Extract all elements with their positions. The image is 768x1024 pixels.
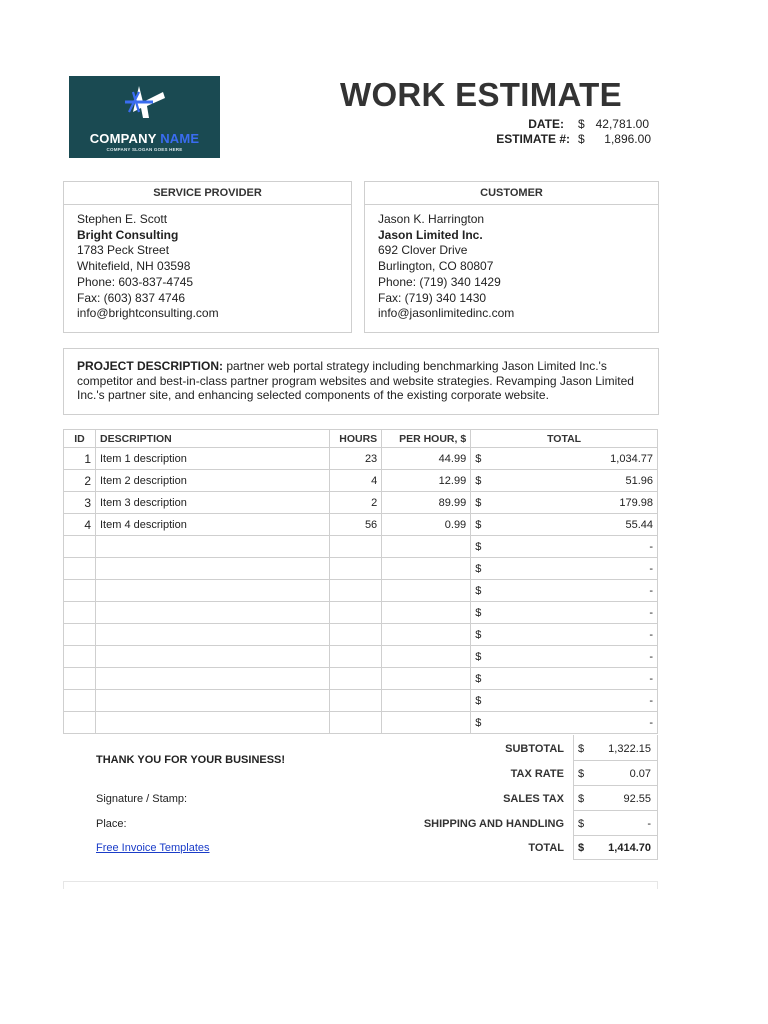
cell-description bbox=[96, 668, 330, 690]
cell-total-currency: $ bbox=[471, 602, 486, 624]
project-description-text: partner web portal strategy including benchmarking Jason Limited Inc.'s competitor and best-in-class partner program websites and website strategies. Revamping Jason Limited Inc.'s partner site, and enhancing selected components of the existing corporate website. bbox=[77, 359, 634, 402]
cell-per-hour bbox=[382, 536, 471, 558]
shipping-currency: $ bbox=[578, 818, 585, 830]
cell-hours bbox=[330, 580, 382, 602]
subtotal-value: 1,322.15 bbox=[608, 743, 651, 755]
cell-total: - bbox=[485, 668, 657, 690]
cell-total: 55.44 bbox=[485, 514, 657, 536]
cell-id: 2 bbox=[64, 470, 96, 492]
line-items-table bbox=[63, 429, 658, 734]
cell-hours bbox=[330, 690, 382, 712]
table-row bbox=[64, 712, 658, 734]
col-hours-header: HOURS bbox=[330, 430, 382, 448]
cell-id: 4 bbox=[64, 514, 96, 536]
thank-you-message: THANK YOU FOR YOUR BUSINESS! bbox=[96, 754, 286, 766]
table-row bbox=[64, 470, 658, 492]
sales-tax-value: 92.55 bbox=[623, 793, 651, 805]
customer-street: 692 Clover Drive bbox=[378, 243, 468, 258]
cell-per-hour: 44.99 bbox=[382, 448, 471, 470]
cell-description bbox=[96, 646, 330, 668]
service-provider-heading: SERVICE PROVIDER bbox=[64, 182, 351, 205]
customer-fax: Fax: (719) 340 1430 bbox=[378, 290, 487, 305]
shipping-value: - bbox=[647, 818, 651, 830]
service-provider-details bbox=[77, 212, 219, 322]
cell-description bbox=[96, 624, 330, 646]
provider-contact: Stephen E. Scott bbox=[77, 212, 168, 226]
document-title: WORK ESTIMATE bbox=[340, 76, 622, 113]
cell-id bbox=[64, 558, 96, 580]
table-row bbox=[64, 602, 658, 624]
logo-company-name: COMPANY NAME bbox=[89, 131, 200, 146]
cell-hours bbox=[330, 712, 382, 734]
totals-row-divider bbox=[573, 810, 658, 811]
cell-per-hour bbox=[382, 558, 471, 580]
cell-hours bbox=[330, 646, 382, 668]
cell-total-currency: $ bbox=[471, 558, 486, 580]
cell-id bbox=[64, 624, 96, 646]
table-row bbox=[64, 448, 658, 470]
subtotal-label: SUBTOTAL bbox=[505, 743, 564, 755]
bottom-divider bbox=[63, 881, 657, 882]
cell-total-currency: $ bbox=[471, 646, 486, 668]
cell-description bbox=[96, 580, 330, 602]
cell-per-hour bbox=[382, 602, 471, 624]
cell-total-currency: $ bbox=[471, 514, 486, 536]
table-header-row bbox=[64, 430, 658, 448]
total-label: TOTAL bbox=[528, 842, 564, 854]
provider-email: info@brightconsulting.com bbox=[77, 306, 219, 321]
cell-description bbox=[96, 558, 330, 580]
provider-company: Bright Consulting bbox=[77, 227, 179, 242]
cell-total-currency: $ bbox=[471, 580, 486, 602]
bottom-divider-left bbox=[63, 881, 64, 889]
totals-row-divider bbox=[573, 835, 658, 836]
cell-hours bbox=[330, 558, 382, 580]
col-per-hour-header: PER HOUR, $ bbox=[382, 430, 471, 448]
cell-id bbox=[64, 668, 96, 690]
table-body bbox=[64, 448, 658, 734]
cell-hours bbox=[330, 624, 382, 646]
cell-id bbox=[64, 690, 96, 712]
cell-id bbox=[64, 536, 96, 558]
table-row bbox=[64, 580, 658, 602]
table-row bbox=[64, 624, 658, 646]
cell-per-hour bbox=[382, 580, 471, 602]
cell-description: Item 4 description bbox=[96, 514, 330, 536]
cell-per-hour: 89.99 bbox=[382, 492, 471, 514]
cell-hours: 2 bbox=[330, 492, 382, 514]
cell-total: - bbox=[485, 646, 657, 668]
cell-total: 179.98 bbox=[485, 492, 657, 514]
subtotal-currency: $ bbox=[578, 743, 585, 755]
table-row bbox=[64, 646, 658, 668]
tax-rate-value: 0.07 bbox=[629, 768, 651, 780]
project-description-label: PROJECT DESCRIPTION: bbox=[77, 359, 224, 373]
customer-contact: Jason K. Harrington bbox=[378, 212, 485, 226]
cell-id bbox=[64, 712, 96, 734]
cell-total-currency: $ bbox=[471, 492, 486, 514]
sales-tax-label: SALES TAX bbox=[503, 793, 564, 805]
cell-total-currency: $ bbox=[471, 448, 486, 470]
date-currency: $ bbox=[578, 117, 585, 131]
customer-details bbox=[378, 212, 514, 322]
service-provider-box bbox=[63, 181, 352, 333]
cell-total-currency: $ bbox=[471, 624, 486, 646]
cell-total-currency: $ bbox=[471, 712, 486, 734]
cell-per-hour bbox=[382, 668, 471, 690]
cell-description: Item 3 description bbox=[96, 492, 330, 514]
date-value: 42,781.00 bbox=[595, 117, 649, 131]
table-row bbox=[64, 668, 658, 690]
provider-fax: Fax: (603) 837 4746 bbox=[77, 290, 186, 305]
customer-city: Burlington, CO 80807 bbox=[378, 259, 494, 274]
estimate-currency: $ bbox=[578, 132, 585, 146]
company-logo bbox=[69, 76, 220, 158]
free-invoice-templates-link[interactable]: Free Invoice Templates bbox=[96, 842, 210, 854]
customer-box bbox=[364, 181, 659, 333]
provider-phone: Phone: 603-837-4745 bbox=[77, 274, 194, 289]
cell-total: - bbox=[485, 558, 657, 580]
project-description-box bbox=[63, 348, 659, 415]
sales-tax-currency: $ bbox=[578, 793, 585, 805]
cell-description bbox=[96, 602, 330, 624]
customer-phone: Phone: (719) 340 1429 bbox=[378, 274, 501, 289]
place-label: Place: bbox=[96, 818, 127, 830]
cell-id bbox=[64, 602, 96, 624]
cell-total-currency: $ bbox=[471, 668, 486, 690]
cell-total: 51.96 bbox=[485, 470, 657, 492]
estimate-number-value: 1,896.00 bbox=[604, 132, 651, 146]
col-id-header: ID bbox=[64, 430, 96, 448]
table-row bbox=[64, 492, 658, 514]
total-currency: $ bbox=[578, 842, 585, 854]
cell-id: 3 bbox=[64, 492, 96, 514]
cell-total: - bbox=[485, 580, 657, 602]
cell-description bbox=[96, 712, 330, 734]
col-description-header: DESCRIPTION bbox=[96, 430, 330, 448]
cell-description bbox=[96, 690, 330, 712]
cell-total: - bbox=[485, 712, 657, 734]
cell-hours bbox=[330, 602, 382, 624]
signature-label: Signature / Stamp: bbox=[96, 793, 188, 805]
totals-row-divider bbox=[573, 859, 658, 860]
cell-description bbox=[96, 536, 330, 558]
cell-per-hour: 12.99 bbox=[382, 470, 471, 492]
customer-email: info@jasonlimitedinc.com bbox=[378, 306, 515, 321]
project-description bbox=[77, 359, 644, 403]
cell-per-hour bbox=[382, 646, 471, 668]
table-row bbox=[64, 558, 658, 580]
provider-street: 1783 Peck Street bbox=[77, 243, 170, 258]
customer-company: Jason Limited Inc. bbox=[378, 227, 483, 242]
cell-per-hour bbox=[382, 712, 471, 734]
cell-total-currency: $ bbox=[471, 470, 486, 492]
customer-heading: CUSTOMER bbox=[365, 182, 658, 205]
table-row bbox=[64, 536, 658, 558]
total-value: 1,414.70 bbox=[608, 842, 651, 854]
cell-hours: 56 bbox=[330, 514, 382, 536]
table-row bbox=[64, 690, 658, 712]
date-label: DATE: bbox=[528, 117, 564, 131]
totals-row-divider bbox=[573, 785, 658, 786]
cell-hours: 23 bbox=[330, 448, 382, 470]
cell-hours bbox=[330, 536, 382, 558]
cell-total: 1,034.77 bbox=[485, 448, 657, 470]
totals-divider-right bbox=[657, 735, 658, 860]
cell-per-hour bbox=[382, 624, 471, 646]
cell-per-hour bbox=[382, 690, 471, 712]
cell-total-currency: $ bbox=[471, 536, 486, 558]
logo-slogan: COMPANY SLOGAN GOES HERE bbox=[106, 147, 183, 152]
cell-description: Item 1 description bbox=[96, 448, 330, 470]
bottom-divider-right bbox=[657, 881, 658, 889]
cell-total-currency: $ bbox=[471, 690, 486, 712]
cell-total: - bbox=[485, 536, 657, 558]
tax-rate-currency: $ bbox=[578, 768, 585, 780]
cell-total: - bbox=[485, 690, 657, 712]
col-total-header: TOTAL bbox=[471, 430, 658, 448]
company-logo-icon bbox=[119, 82, 167, 122]
cell-total: - bbox=[485, 602, 657, 624]
provider-city: Whitefield, NH 03598 bbox=[77, 259, 191, 274]
totals-row-divider bbox=[573, 760, 658, 761]
shipping-label: SHIPPING AND HANDLING bbox=[423, 818, 564, 830]
cell-hours: 4 bbox=[330, 470, 382, 492]
cell-description: Item 2 description bbox=[96, 470, 330, 492]
table-row bbox=[64, 514, 658, 536]
tax-rate-label: TAX RATE bbox=[510, 768, 564, 780]
cell-hours bbox=[330, 668, 382, 690]
cell-id: 1 bbox=[64, 448, 96, 470]
cell-id bbox=[64, 580, 96, 602]
cell-total: - bbox=[485, 624, 657, 646]
estimate-number-label: ESTIMATE #: bbox=[496, 132, 570, 146]
totals-divider-left bbox=[573, 735, 574, 860]
cell-id bbox=[64, 646, 96, 668]
cell-per-hour: 0.99 bbox=[382, 514, 471, 536]
